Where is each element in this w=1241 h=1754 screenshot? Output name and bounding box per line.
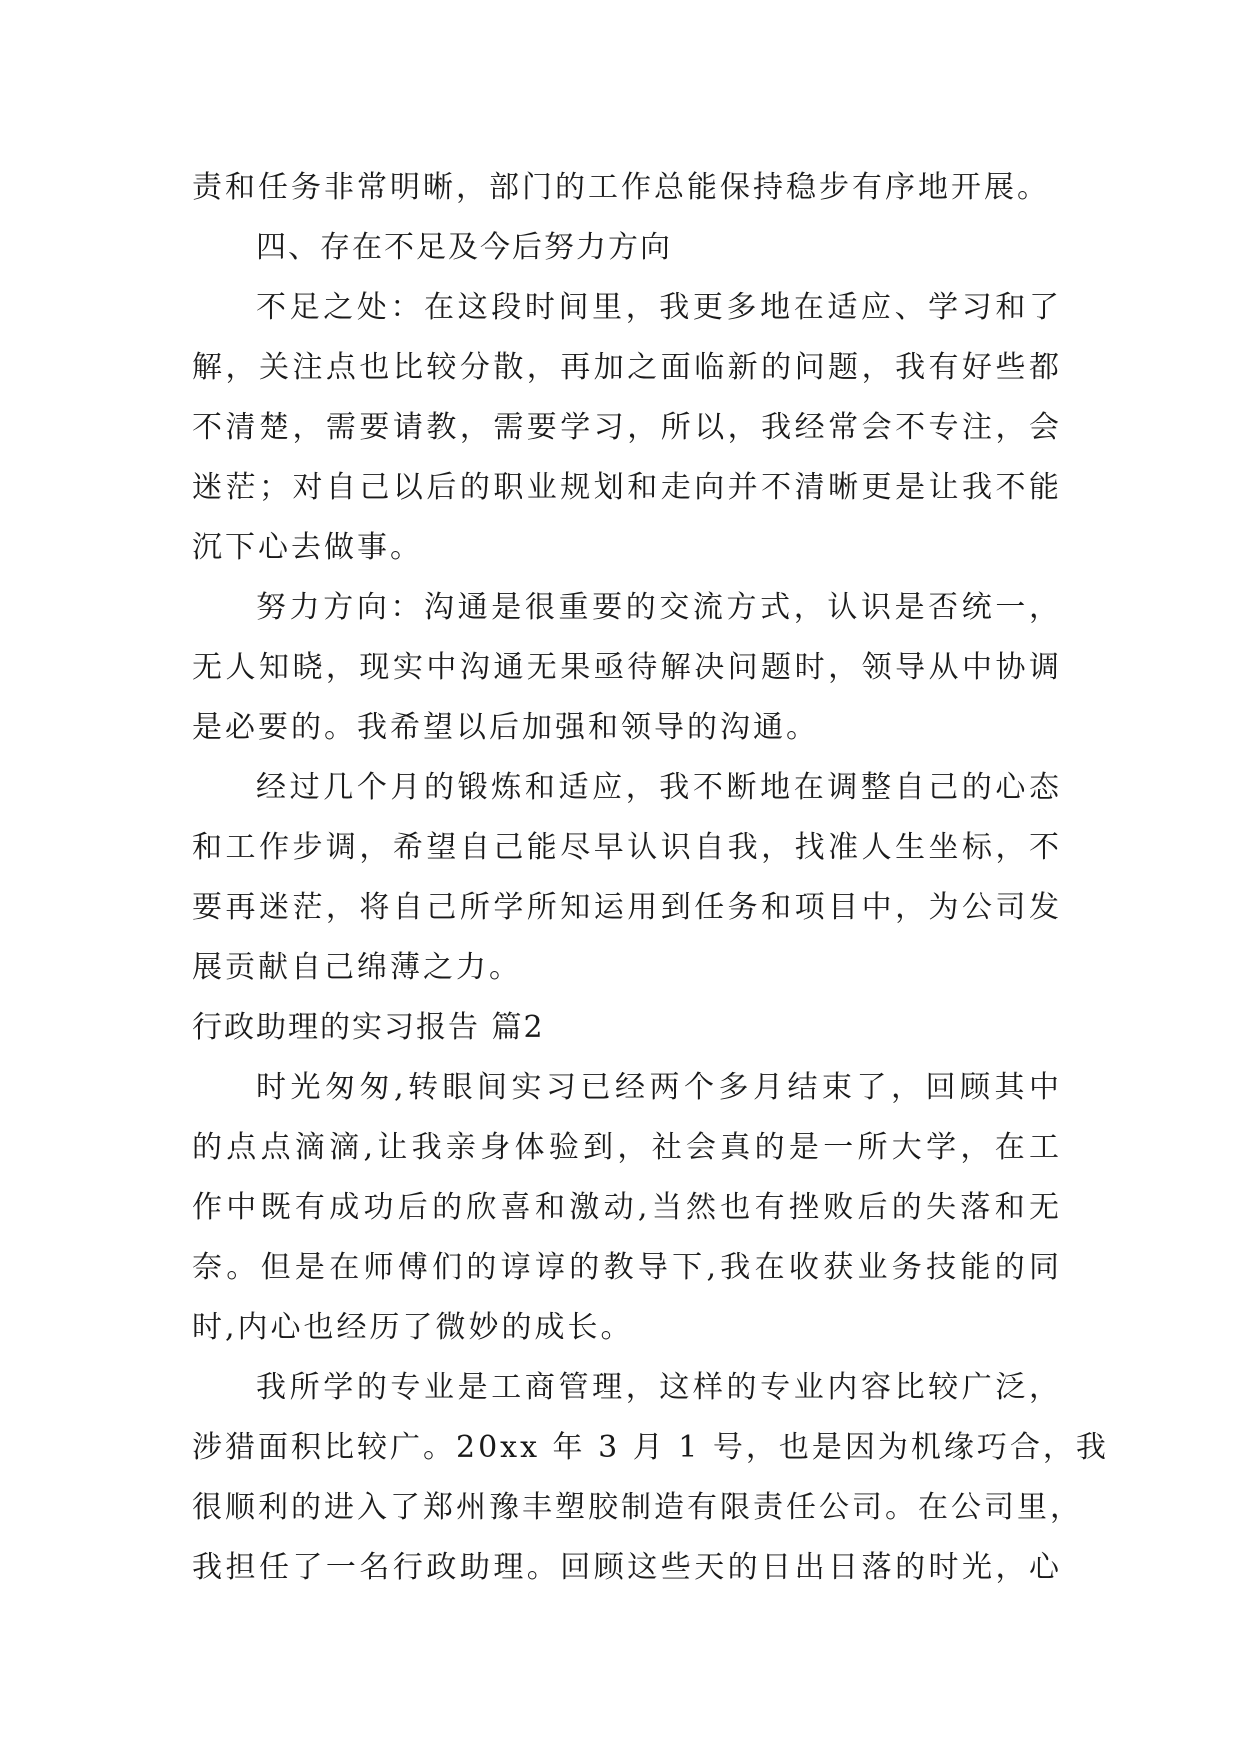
paragraph-line: 要再迷茫，将自己所学所知运用到任务和项目中，为公司发 xyxy=(192,890,1062,925)
paragraph-line: 奈。但是在师傅们的谆谆的教导下,我在收获业务技能的同 xyxy=(192,1250,1062,1285)
paragraph-line: 时,内心也经历了微妙的成长。 xyxy=(192,1310,634,1345)
paragraph-line: 努力方向：沟通是很重要的交流方式，认识是否统一， xyxy=(256,590,1062,625)
paragraph-line: 是必要的。我希望以后加强和领导的沟通。 xyxy=(192,710,819,745)
section-title: 行政助理的实习报告 篇2 xyxy=(192,1010,545,1045)
paragraph-line: 时光匆匆,转眼间实习已经两个多月结束了，回顾其中 xyxy=(256,1070,1062,1105)
document-body xyxy=(192,158,1109,1598)
paragraph-line: 展贡献自己绵薄之力。 xyxy=(192,950,522,985)
paragraph-line: 责和任务非常明晰，部门的工作总能保持稳步有序地开展。 xyxy=(192,170,1050,205)
section-heading: 四、存在不足及今后努力方向 xyxy=(256,230,672,265)
paragraph-line: 我所学的专业是工商管理，这样的专业内容比较广泛， xyxy=(256,1370,1062,1405)
paragraph-line: 沉下心去做事。 xyxy=(192,530,423,565)
paragraph-line: 和工作步调，希望自己能尽早认识自我，找准人生坐标，不 xyxy=(192,830,1062,865)
paragraph-line: 的点点滴滴,让我亲身体验到，社会真的是一所大学，在工 xyxy=(192,1130,1062,1165)
paragraph-line: 无人知晓，现实中沟通无果亟待解决问题时，领导从中协调 xyxy=(192,650,1062,685)
paragraph-line: 涉猎面积比较广。20xx 年 3 月 1 号，也是因为机缘巧合，我 xyxy=(192,1430,1109,1465)
paragraph-line: 很顺利的进入了郑州豫丰塑胶制造有限责任公司。在公司里， xyxy=(192,1490,1083,1525)
paragraph-line: 我担任了一名行政助理。回顾这些天的日出日落的时光，心 xyxy=(192,1550,1062,1585)
paragraph-line: 解，关注点也比较分散，再加之面临新的问题，我有好些都 xyxy=(192,350,1062,385)
paragraph-line: 不清楚，需要请教，需要学习，所以，我经常会不专注，会 xyxy=(192,410,1062,445)
paragraph-line: 迷茫；对自己以后的职业规划和走向并不清晰更是让我不能 xyxy=(192,470,1062,505)
paragraph-line: 经过几个月的锻炼和适应，我不断地在调整自己的心态 xyxy=(256,770,1062,805)
paragraph-line: 作中既有成功后的欣喜和激动,当然也有挫败后的失落和无 xyxy=(192,1190,1062,1225)
paragraph-line: 不足之处：在这段时间里，我更多地在适应、学习和了 xyxy=(256,290,1062,325)
